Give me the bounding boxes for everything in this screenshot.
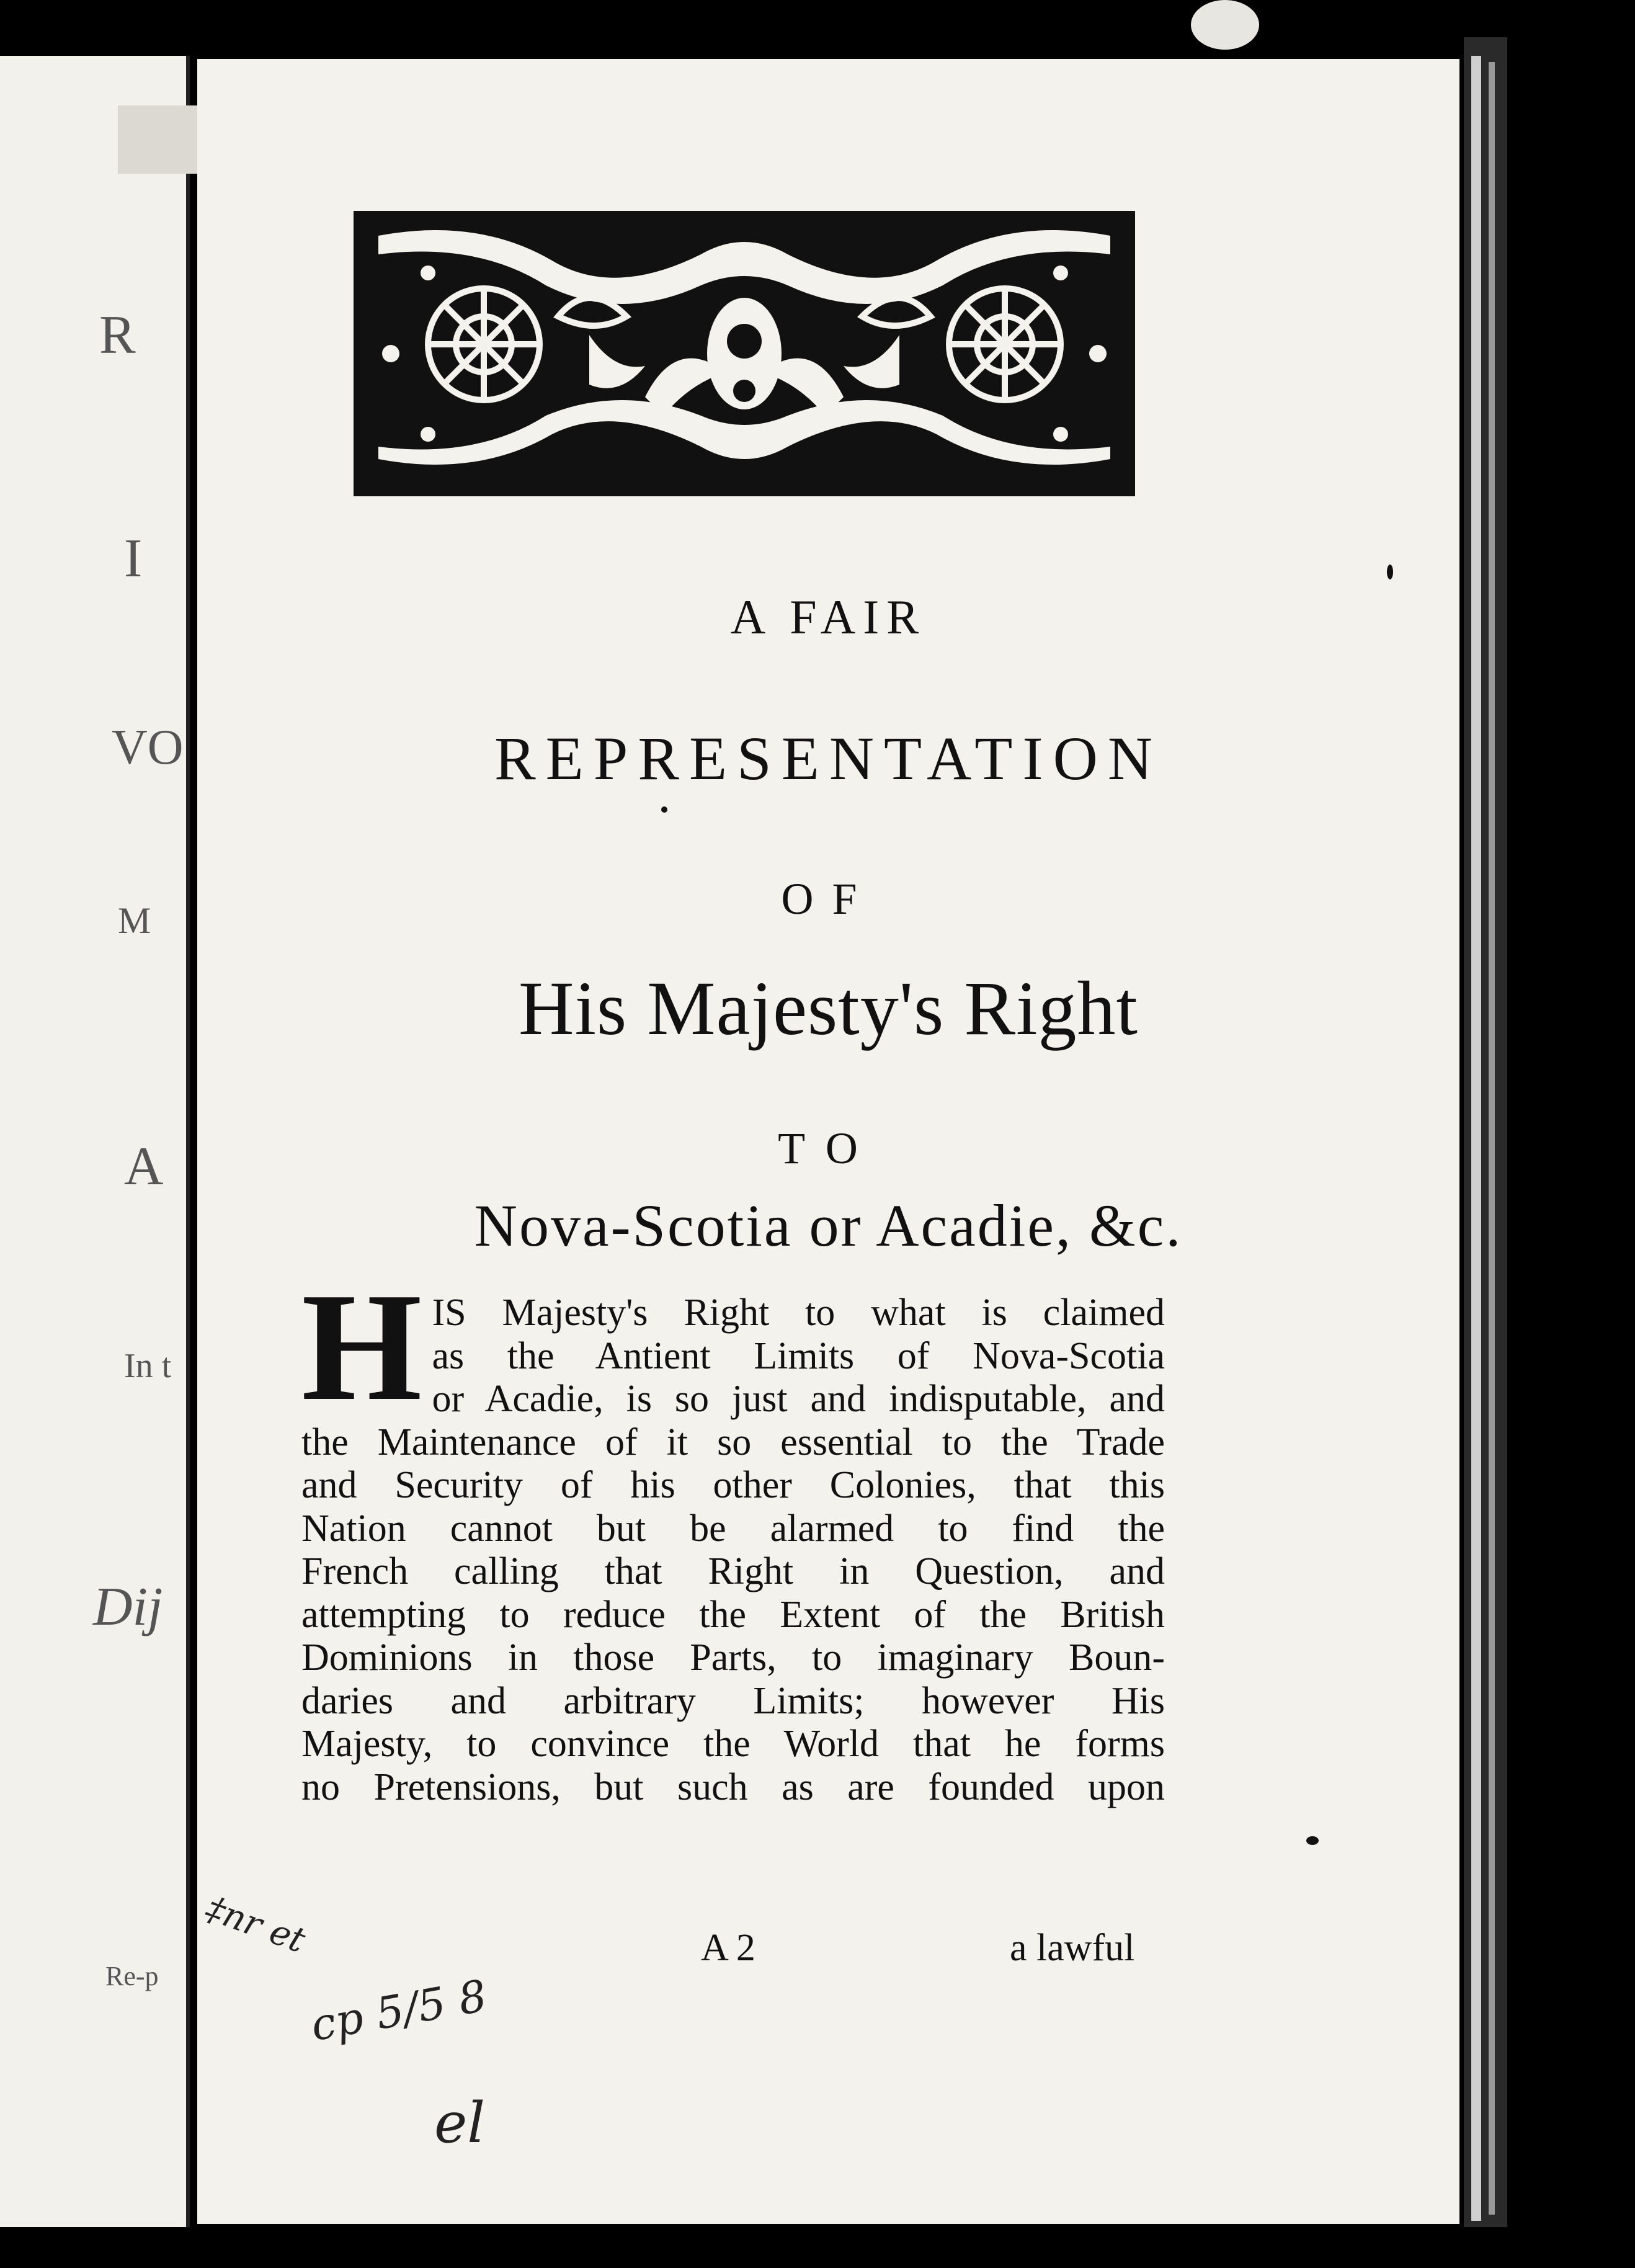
handwritten-note: cp 5/5 8 <box>307 1970 491 2051</box>
title-line-to: TO <box>778 1123 879 1173</box>
body-line: or Acadie, is so just and indisputable, and <box>432 1378 1165 1420</box>
left-fragment: I <box>124 529 143 589</box>
left-fragment: Re-p <box>105 1961 159 1991</box>
left-fragment: R <box>99 305 136 365</box>
left-fragment: In t <box>124 1347 172 1385</box>
title-line-representation: REPRESENTATION <box>494 724 1163 793</box>
page-edge <box>1489 62 1495 2215</box>
body-paragraph <box>301 1261 1165 1809</box>
drop-cap: H <box>301 1261 422 1433</box>
paper-damage <box>1191 0 1259 50</box>
body-line: and Security of his other Colonies, that this <box>301 1464 1165 1506</box>
page-edge <box>1464 37 1507 2227</box>
body-line: Majesty, to convince the World that he forms <box>301 1723 1165 1765</box>
catchword: a lawful <box>1010 1927 1135 1969</box>
page-edge <box>1471 56 1481 2221</box>
handwritten-note: el <box>434 2091 486 2156</box>
body-line: Nation cannot but be alarmed to find the <box>301 1507 1165 1550</box>
left-fragment: M <box>118 900 151 941</box>
signature-mark: A 2 <box>701 1927 755 1969</box>
body-line: daries and arbitrary Limits; however His <box>301 1679 1165 1722</box>
ink-speck <box>661 806 667 813</box>
body-line: IS Majesty's Right to what is claimed <box>432 1292 1165 1334</box>
left-fragment: Dij <box>93 1577 163 1637</box>
body-line: Dominions in those Parts, to imaginary Boun- <box>301 1636 1165 1679</box>
left-fragment: VO <box>112 720 184 775</box>
ink-speck <box>1387 565 1393 579</box>
headpiece-ornament <box>354 211 1135 496</box>
body-line: French calling that Right in Question, and <box>301 1550 1165 1592</box>
body-line: no Pretensions, but such as are founded upon <box>301 1766 1165 1808</box>
body-line: as the Antient Limits of Nova-Scotia <box>432 1334 1165 1377</box>
title-line-nova-scotia: Nova-Scotia or Acadie, &c. <box>474 1192 1183 1259</box>
left-page <box>0 56 190 2227</box>
body-line: the Maintenance of it so essential to the Trade <box>301 1421 1165 1463</box>
title-line-his-majestys-right: His Majesty's Right <box>519 966 1138 1051</box>
handwritten-note: ‡nr et <box>200 1888 311 1962</box>
left-fragment: A <box>124 1136 164 1197</box>
body-line: attempting to reduce the Extent of the British <box>301 1593 1165 1636</box>
paper-tab <box>118 105 198 174</box>
ink-speck <box>1306 1836 1319 1845</box>
title-line-of: OF <box>781 874 876 924</box>
title-line-a-fair: A FAIR <box>730 590 927 644</box>
